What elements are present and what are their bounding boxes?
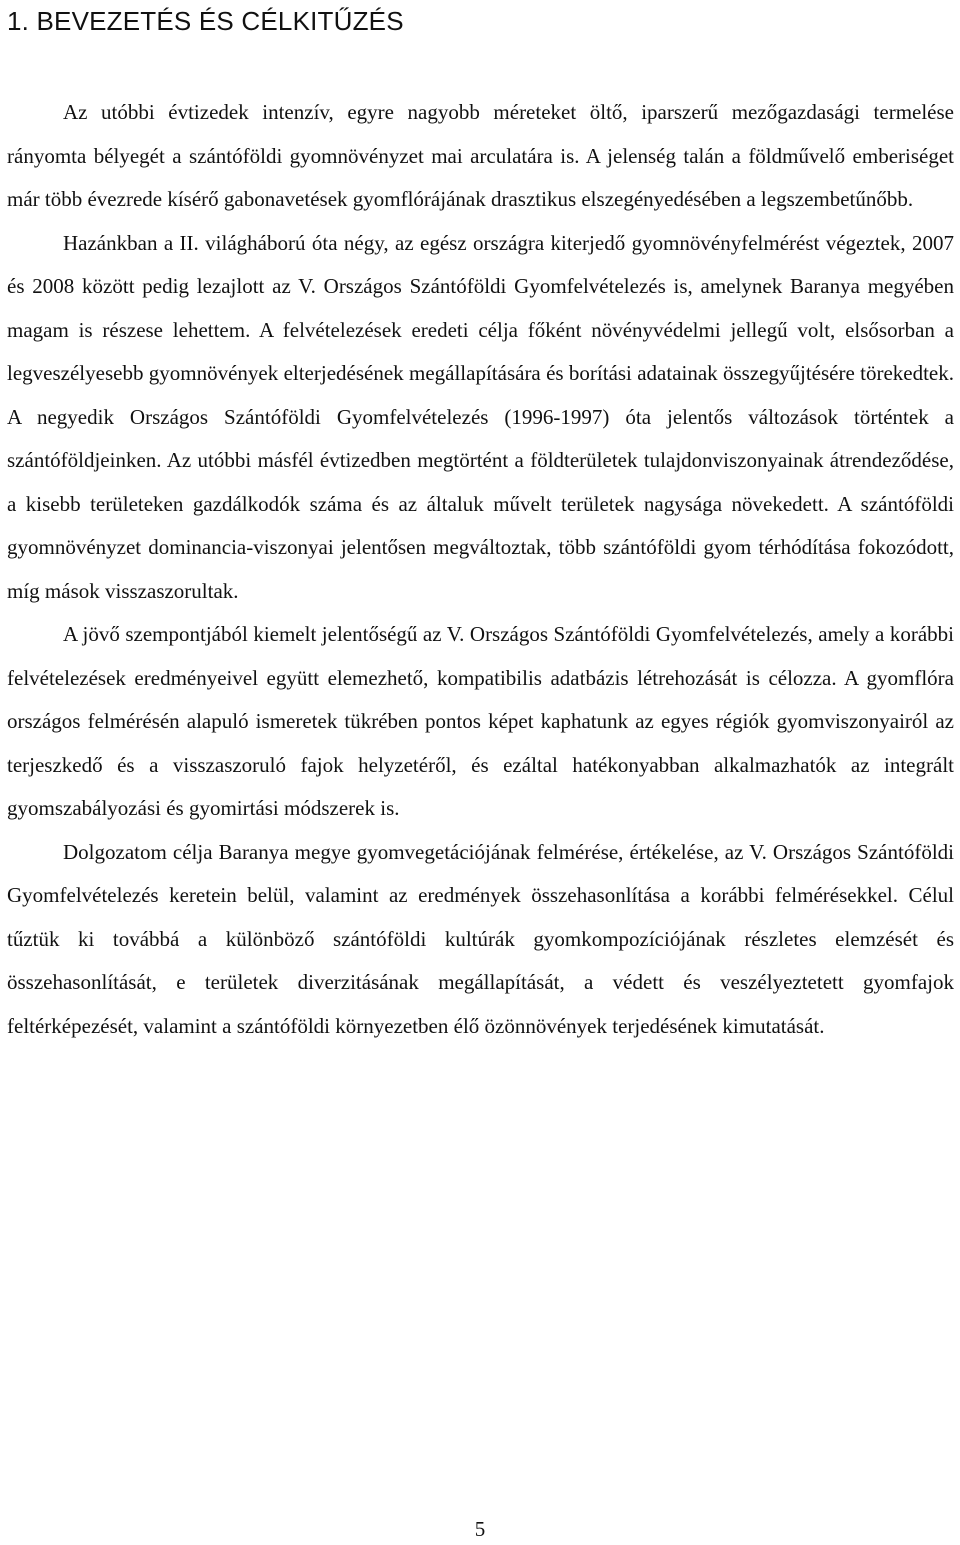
chapter-heading: 1. BEVEZETÉS ÉS CÉLKITŰZÉS [7, 6, 404, 36]
page-number: 5 [474, 1517, 486, 1541]
paragraph-4: Dolgozatom célja Baranya megye gyomvegetációjának felmérése, értékelése, az V. Országos Szántóföldi Gyomfelvételezés keretein belül, valamint az eredmények összehasonlítása a korábbi felmérésekkel. Célul tűztük ki továbbá a különböző szántóföldi kultúrák gyomkompozíciójának részletes elemzését és összehasonlítását, e területek diverzitásának megállapítását, a védett és veszélyeztetett gyomfajok feltérképezését, valamint a szántóföldi környezetben élő özönnövények terjedésének kimutatását. [7, 839, 954, 1038]
paragraph-1: Az utóbbi évtizedek intenzív, egyre nagyobb méreteket öltő, iparszerű mezőgazdasági termelése rányomta bélyegét a szántóföldi gyomnövényzet mai arculatára is. A jelenség talán a földművelő emberiséget már több évezrede kísérő gabonavetések gyomflórájának drasztikus elszegényedésében a legszembetűnőbb. [7, 100, 954, 211]
paragraph-3: A jövő szempontjából kiemelt jelentőségű az V. Országos Szántóföldi Gyomfelvételezés, amely a korábbi felvételezések eredményeivel együtt elemezhető, kompatibilis adatbázis létrehozását is célozza. A gyomflóra országos felmérésén alapuló ismeretek tükrében pontos képet kaphatunk az egyes régiók gyomviszonyairól az terjeszkedő és a visszaszoruló fajok helyzetéről, és ezáltal hatékonyabban alkalmazhatók az integrált gyomszabályozási és gyomirtási módszerek is. [7, 622, 954, 820]
body-text [7, 91, 954, 1048]
paragraph-2: Hazánkban a II. világháború óta négy, az egész országra kiterjedő gyomnövényfelmérést végeztek, 2007 és 2008 között pedig lezajlott az V. Országos Szántóföldi Gyomfelvételezés is, amelynek Baranya megyében magam is részese lehettem. A felvételezések eredeti célja főként növényvédelmi jellegű volt, elsősorban a legveszélyesebb gyomnövények elterjedésének megállapítására és borítási adatainak összegyűjtésére törekedtek. A negyedik Országos Szántóföldi Gyomfelvételezés (1996-1997) óta jelentős változások történtek a szántóföldjeinken. Az utóbbi másfél évtizedben megtörtént a földterületek tulajdonviszonyainak átrendeződése, a kisebb területeken gazdálkodók száma és az általuk művelt területek nagysága növekedett. A szántóföldi gyomnövényzet dominancia-viszonyai jelentősen megváltoztak, több szántóföldi gyom térhódítása fokozódott, míg mások visszaszorultak. [7, 230, 954, 603]
